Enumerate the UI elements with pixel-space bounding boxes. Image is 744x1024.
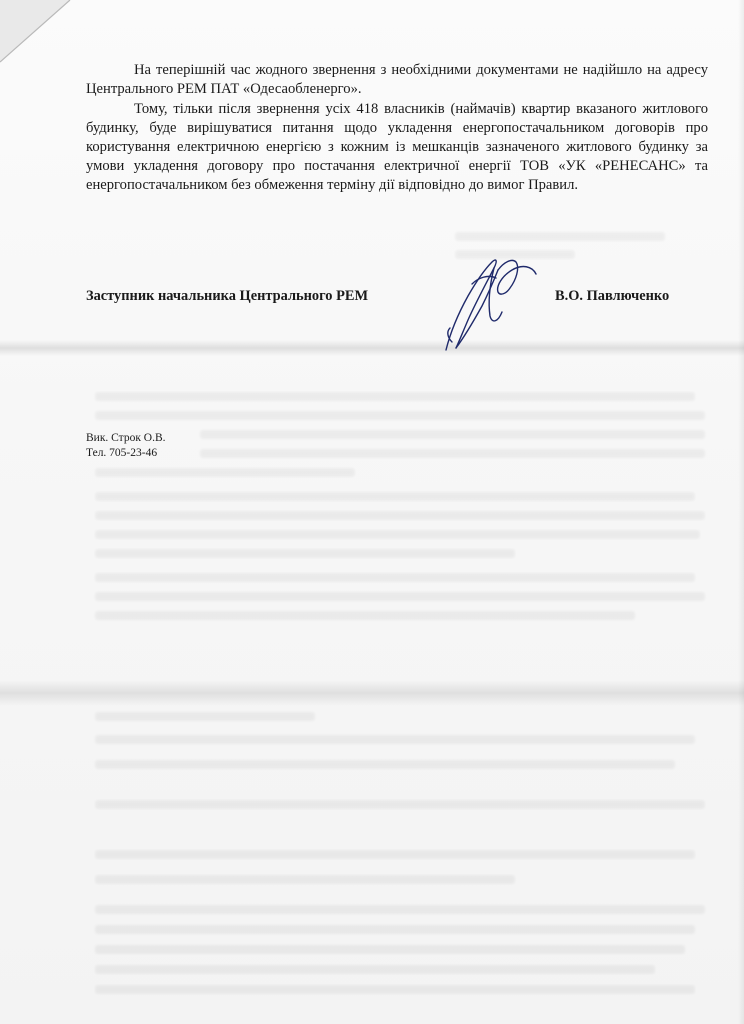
bleed-through-text bbox=[95, 945, 685, 954]
handwritten-signature bbox=[432, 244, 552, 354]
bleed-through-text bbox=[95, 492, 695, 501]
scan-shadow-band bbox=[0, 680, 744, 706]
bleed-through-text bbox=[95, 735, 695, 744]
paragraph-conditions: Тому, тільки після звернення усіх 418 власників (наймачів) квартир вказаного житлового будинку, буде вирішуватися питання щодо укладення енергопостачальником договорів про користування електричною енергією з кожним із мешканців зазначеного житлового будинку за умови укладення договору про постачання електричної енергії ТОВ «УК «РЕНЕСАНС» та енергопостачальником без обмеження терміну дії відповідно до вимог Правил. bbox=[86, 101, 708, 193]
bleed-through-text bbox=[200, 430, 705, 439]
bleed-through-text bbox=[95, 530, 700, 539]
bleed-through-text bbox=[95, 965, 655, 974]
paper-fold-mark bbox=[0, 0, 90, 80]
bleed-through-text bbox=[95, 468, 355, 477]
bleed-through-text bbox=[95, 411, 705, 420]
bleed-through-text bbox=[95, 712, 315, 721]
signatory-name: В.О. Павлюченко bbox=[555, 288, 670, 304]
bleed-through-text bbox=[95, 573, 695, 582]
bleed-through-text bbox=[95, 850, 695, 859]
page-edge-shadow bbox=[738, 0, 744, 1024]
signatory-role: Заступник начальника Центрального РЕМ bbox=[86, 288, 369, 304]
executor-info bbox=[86, 431, 166, 461]
bleed-through-text bbox=[455, 232, 665, 241]
bleed-through-text bbox=[95, 511, 705, 520]
bleed-through-text bbox=[95, 925, 695, 934]
bleed-through-text bbox=[95, 549, 515, 558]
scan-shadow-band bbox=[0, 340, 744, 356]
bleed-through-text bbox=[95, 611, 635, 620]
bleed-through-text bbox=[95, 985, 695, 994]
bleed-through-text bbox=[95, 592, 705, 601]
executor-phone: Тел. 705-23-46 bbox=[86, 447, 158, 459]
bleed-through-text bbox=[95, 392, 695, 401]
bleed-through-text bbox=[95, 875, 515, 884]
paragraph-no-requests: На теперішній час жодного звернення з необхідними документами не надійшло на адресу Центрального РЕМ ПАТ «Одесаобленерго». bbox=[86, 62, 708, 97]
executor-name: Вик. Строк О.В. bbox=[86, 432, 166, 444]
bleed-through-text bbox=[95, 760, 675, 769]
bleed-through-text bbox=[95, 905, 705, 914]
bleed-through-text bbox=[95, 800, 705, 809]
bleed-through-text bbox=[200, 449, 705, 458]
